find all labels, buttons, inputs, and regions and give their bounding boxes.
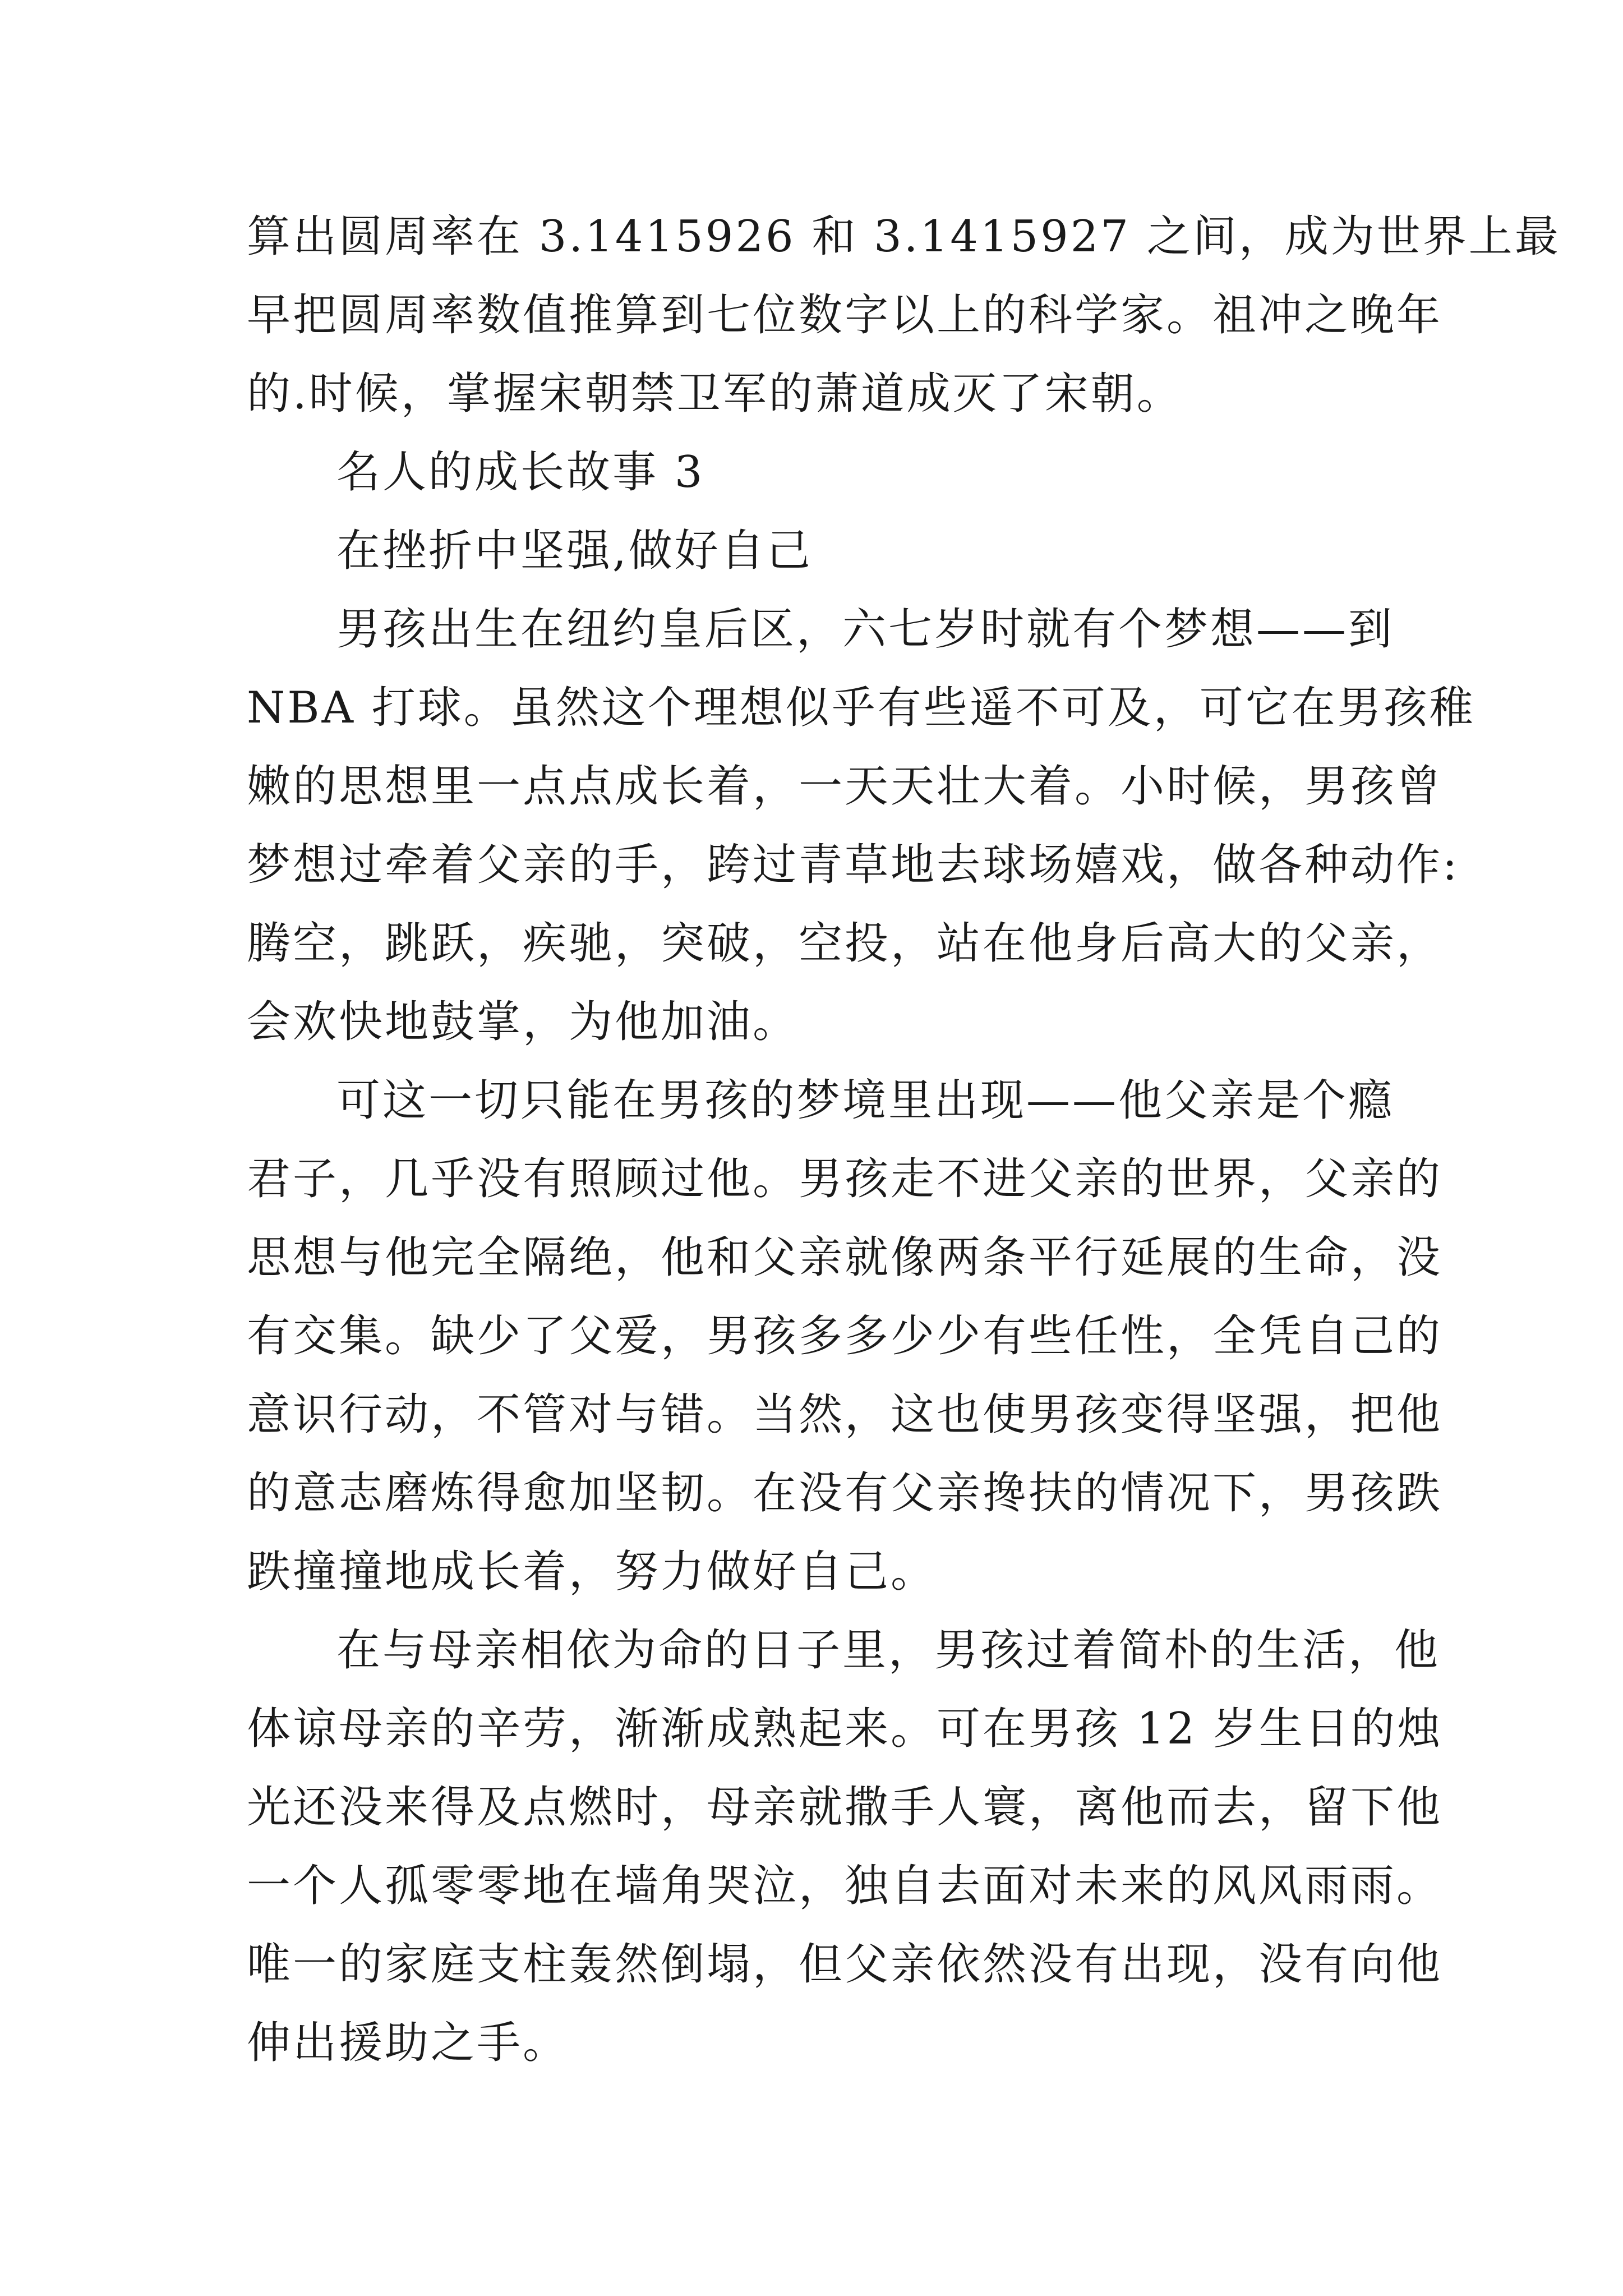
text-line: 嫩的思想里一点点成长着，一天天壮大着。小时候，男孩曾 (247, 761, 1443, 812)
text-line: 唯一的家庭支柱轰然倒塌，但父亲依然没有出现，没有向他 (247, 1939, 1443, 1990)
text-line: 思想与他完全隔绝，他和父亲就像两条平行延展的生命，没 (247, 1232, 1443, 1283)
text-line: 意识行动，不管对与错。当然，这也使男孩变得坚强，把他 (247, 1389, 1443, 1440)
text-line: 男孩出生在纽约皇后区，六七岁时就有个梦想——到 (336, 604, 1395, 655)
text-line: 早把圆周率数值推算到七位数字以上的科学家。祖冲之晚年 (247, 290, 1443, 341)
text-line: NBA 打球。虽然这个理想似乎有些遥不可及，可它在男孩稚 (247, 683, 1476, 733)
text-line: 一个人孤零零地在墙角哭泣，独自去面对未来的风风雨雨。 (247, 1861, 1443, 1911)
text-line: 会欢快地鼓掌，为他加油。 (247, 997, 799, 1047)
text-line: 有交集。缺少了父爱，男孩多多少少有些任性，全凭自己的 (247, 1311, 1443, 1361)
text-line: 腾空，跳跃，疾驰，突破，空投，站在他身后高大的父亲， (247, 918, 1443, 969)
text-line: 伸出援助之手。 (247, 2018, 569, 2068)
text-line: 可这一切只能在男孩的梦境里出现——他父亲是个瘾 (336, 1075, 1395, 1126)
text-line: 的意志磨炼得愈加坚韧。在没有父亲搀扶的情况下，男孩跌 (247, 1468, 1443, 1519)
text-line: 跌撞撞地成长着，努力做好自己。 (247, 1547, 937, 1597)
text-line: 君子，几乎没有照顾过他。男孩走不进父亲的世界，父亲的 (247, 1154, 1443, 1204)
text-line: 体谅母亲的辛劳，渐渐成熟起来。可在男孩 12 岁生日的烛 (247, 1704, 1443, 1754)
text-line: 光还没来得及点燃时，母亲就撒手人寰，离他而去，留下他 (247, 1782, 1443, 1833)
section-heading: 名人的成长故事 3 (336, 447, 705, 498)
section-subtitle: 在挫折中坚强,做好自己 (336, 526, 813, 576)
text-line: 算出圆周率在 3.1415926 和 3.1415927 之间，成为世界上最 (247, 211, 1561, 262)
text-line: 在与母亲相依为命的日子里，男孩过着简朴的生活，他 (336, 1625, 1441, 1676)
text-line: 梦想过牵着父亲的手，跨过青草地去球场嬉戏，做各种动作: (247, 840, 1460, 890)
text-line: 的.时候，掌握宋朝禁卫军的萧道成灭了宋朝。 (247, 369, 1183, 419)
